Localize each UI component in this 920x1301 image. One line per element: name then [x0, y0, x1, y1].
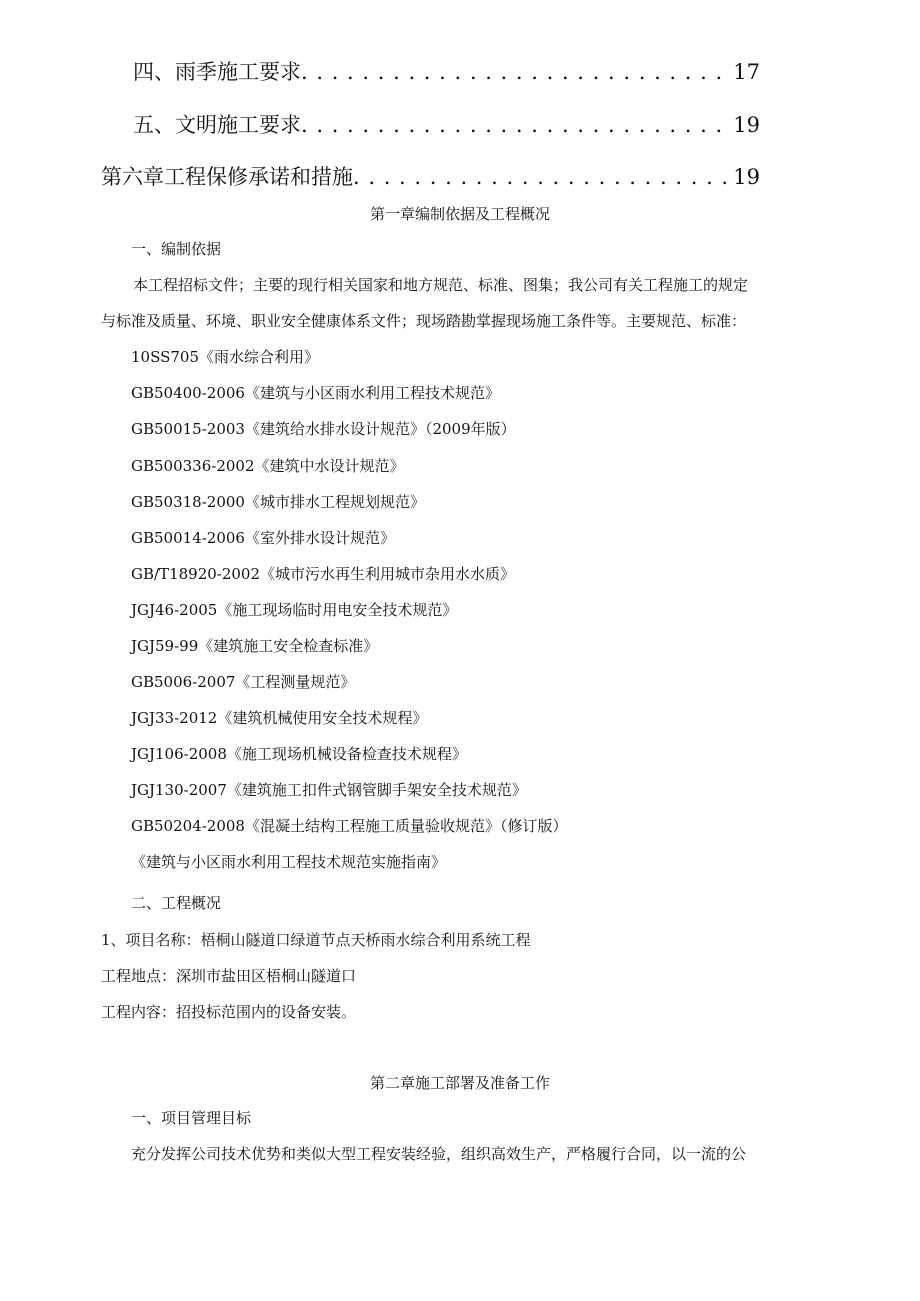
standard-item: GB5006-2007《工程测量规范》	[131, 673, 356, 691]
toc-page: 19	[733, 113, 760, 137]
toc-entry[interactable]	[101, 161, 760, 191]
toc-page: 17	[733, 60, 760, 84]
standard-item: JGJ33-2012《建筑机械使用安全技术规程》	[131, 709, 428, 727]
project-location: 工程地点：深圳市盐田区梧桐山隧道口	[101, 967, 357, 985]
toc-entry[interactable]	[133, 109, 760, 139]
standard-item: JGJ130-2007《建筑施工扣件式钢管脚手架安全技术规范》	[131, 781, 527, 799]
section2-title: 二、工程概况	[131, 894, 222, 912]
toc-label: 五、文明施工要求	[133, 113, 301, 137]
toc-label: 四、雨季施工要求	[133, 60, 301, 84]
toc-page: 19	[733, 165, 760, 189]
toc-leader	[353, 165, 733, 189]
chapter2-title: 第二章施工部署及准备工作	[369, 1074, 550, 1092]
standard-item: JGJ106-2008《施工现场机械设备检查技术规程》	[131, 745, 467, 763]
standard-item: GB50204-2008《混凝土结构工程施工质量验收规范》（修订版）	[131, 817, 568, 835]
toc-leader	[301, 60, 733, 84]
standard-item: 10SS705《雨水综合利用》	[131, 348, 320, 366]
intro-paragraph-line2: 与标准及质量、环境、职业安全健康体系文件；现场踏勘掌握现场施工条件等。主要规范、标准：	[101, 312, 747, 330]
chapter2-paragraph-line1: 充分发挥公司技术优势和类似大型工程安装经验，组织高效生产，严格履行合同，以一流的公	[131, 1145, 747, 1163]
section1-title: 一、编制依据	[131, 240, 222, 258]
toc-leader	[301, 113, 733, 137]
chapter1-title: 第一章编制依据及工程概况	[369, 205, 550, 223]
chapter2-section1-title: 一、项目管理目标	[131, 1109, 252, 1127]
standard-item: GB50318-2000《城市排水工程规划规范》	[131, 493, 425, 511]
standard-item: JGJ46-2005《施工现场临时用电安全技术规范》	[131, 601, 458, 619]
project-content: 工程内容：招投标范围内的设备安装。	[101, 1003, 357, 1021]
standard-item: GB50014-2006《室外排水设计规范》	[131, 529, 395, 547]
standard-item: JGJ59-99《建筑施工安全检查标准》	[131, 637, 379, 655]
standard-item: 《建筑与小区雨水利用工程技术规范实施指南》	[131, 853, 447, 871]
project-name: 1、项目名称：梧桐山隧道口绿道节点天桥雨水综合利用系统工程	[101, 931, 531, 949]
standard-item: GB50015-2003《建筑给水排水设计规范》（2009年版）	[131, 420, 516, 438]
standard-item: GB/T18920-2002《城市污水再生利用城市杂用水水质》	[131, 565, 516, 583]
toc-label: 第六章工程保修承诺和措施	[101, 165, 353, 189]
standard-item: GB50400-2006《建筑与小区雨水利用工程技术规范》	[131, 384, 500, 402]
standard-item: GB500336-2002《建筑中水设计规范》	[131, 457, 405, 475]
toc-entry[interactable]	[133, 56, 760, 86]
intro-paragraph-line1: 本工程招标文件；主要的现行相关国家和地方规范、标准、图集；我公司有关工程施工的规定	[133, 276, 749, 294]
